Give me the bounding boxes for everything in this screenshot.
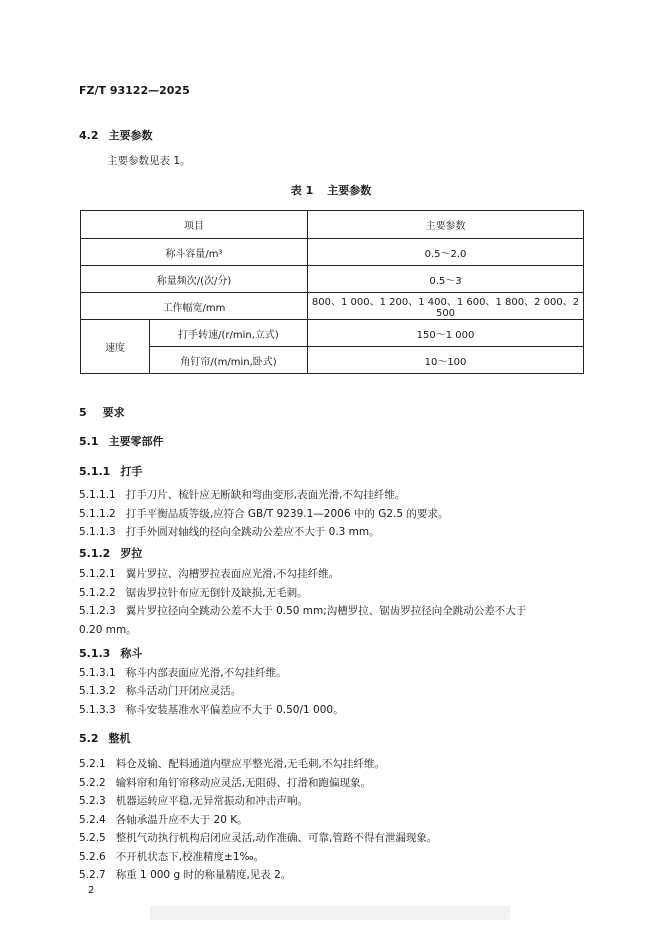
clause-5-1-1-1 bbox=[79, 487, 405, 502]
clause-text: 锯齿罗拉针布应无倒针及缺损,无毛刺。 bbox=[125, 587, 308, 599]
clause-5-1-3-2 bbox=[79, 683, 241, 698]
section-title: 要求 bbox=[102, 406, 125, 419]
table-number: 表 1 bbox=[290, 184, 314, 197]
clause-5-1-2-3-continued: 0.20 mm。 bbox=[79, 624, 137, 636]
clause-text: 称斗活动门开闭应灵活。 bbox=[125, 685, 242, 697]
clause-number: 5.1.2.3 bbox=[79, 605, 116, 617]
clause-text: 打手外圆对轴线的径向全跳动公差应不大于 0.3 mm。 bbox=[125, 526, 380, 538]
section-title: 整机 bbox=[108, 732, 131, 745]
section-number: 5.1.1 bbox=[79, 465, 111, 478]
clause-text: 机器运转应平稳,无异常振动和冲击声响。 bbox=[115, 795, 309, 807]
clause-5-2-7 bbox=[79, 867, 291, 882]
table-row bbox=[81, 347, 584, 374]
table-row bbox=[81, 293, 584, 320]
table-row bbox=[81, 320, 584, 347]
clause-text: 打手平衡品质等级,应符合 GB/T 9239.1—2006 中的 G2.5 的要求。 bbox=[125, 508, 449, 520]
clause-text: 输料帘和角钉帘移动应灵活,无阻碍、打滑和跑偏现象。 bbox=[115, 777, 372, 789]
table-cell-group: 速度 bbox=[81, 320, 150, 374]
table-cell-value: 0.5～3 bbox=[308, 266, 584, 293]
section-number: 5.1.3 bbox=[79, 647, 111, 660]
paragraph: 主要参数见表 1。 bbox=[107, 155, 191, 167]
table-row bbox=[81, 266, 584, 293]
section-heading-5-2 bbox=[79, 730, 131, 746]
clause-5-2-6 bbox=[79, 849, 264, 864]
clause-number: 5.1.1.1 bbox=[79, 489, 116, 501]
page-number: 2 bbox=[88, 885, 95, 896]
clause-text: 料仓及输、配料通道内壁应平整光滑,无毛刺,不勾挂纤维。 bbox=[115, 758, 385, 770]
clause-text: 不开机状态下,校准精度±1‰。 bbox=[115, 851, 265, 863]
table-cell-value: 0.5～2.0 bbox=[308, 239, 584, 266]
clause-text: 各轴承温升应不大于 20 K。 bbox=[115, 814, 248, 826]
table-header-cell: 项目 bbox=[81, 211, 308, 239]
section-heading-5-1-2 bbox=[79, 545, 142, 561]
parameters-table bbox=[80, 210, 584, 374]
document-id: FZ/T 93122—2025 bbox=[79, 84, 190, 97]
clause-number: 5.1.3.2 bbox=[79, 685, 116, 697]
clause-text: 翼片罗拉径向全跳动公差不大于 0.50 mm;沟槽罗拉、锯齿罗拉径向全跳动公差不大于 bbox=[125, 605, 527, 617]
section-heading-5-1-1 bbox=[79, 463, 142, 479]
clause-number: 5.2.5 bbox=[79, 832, 106, 844]
section-number: 5.1.2 bbox=[79, 547, 111, 560]
clause-5-2-1 bbox=[79, 756, 385, 771]
table-cell-item: 称斗容量/m³ bbox=[81, 239, 308, 266]
clause-number: 5.1.1.2 bbox=[79, 508, 116, 520]
clause-5-1-2-2 bbox=[79, 585, 308, 600]
clause-text: 整机气动执行机构启闭应灵活,动作准确、可靠,管路不得有泄漏现象。 bbox=[115, 832, 438, 844]
clause-text: 称重 1 000 g 时的称量精度,见表 2。 bbox=[115, 869, 292, 881]
clause-5-2-5 bbox=[79, 830, 437, 845]
table-cell-item: 角钉帘/(m/min,卧式) bbox=[150, 347, 308, 374]
section-heading-5 bbox=[79, 404, 125, 420]
footer-watermark-band bbox=[150, 906, 510, 920]
section-number: 5.1 bbox=[79, 435, 99, 448]
table-cell-item: 打手转速/(r/min,立式) bbox=[150, 320, 308, 347]
clause-5-1-3-3 bbox=[79, 702, 344, 717]
clause-number: 5.1.2.2 bbox=[79, 587, 116, 599]
clause-number: 5.2.7 bbox=[79, 869, 106, 881]
clause-number: 5.1.1.3 bbox=[79, 526, 116, 538]
clause-5-1-1-3 bbox=[79, 524, 380, 539]
section-title: 罗拉 bbox=[120, 547, 143, 560]
section-number: 4.2 bbox=[79, 129, 99, 142]
clause-number: 5.1.3.1 bbox=[79, 667, 116, 679]
section-heading-5-1 bbox=[79, 433, 164, 449]
clause-5-2-3 bbox=[79, 793, 308, 808]
table-header-cell: 主要参数 bbox=[308, 211, 584, 239]
table-cell-value: 150～1 000 bbox=[308, 320, 584, 347]
clause-number: 5.1.2.1 bbox=[79, 568, 116, 580]
clause-5-1-3-1 bbox=[79, 665, 287, 680]
section-heading-4-2 bbox=[79, 127, 153, 143]
table-title-text: 主要参数 bbox=[327, 184, 372, 197]
clause-5-1-2-1 bbox=[79, 566, 339, 581]
clause-number: 5.2.4 bbox=[79, 814, 106, 826]
section-title: 打手 bbox=[120, 465, 143, 478]
table-cell-value: 10～100 bbox=[308, 347, 584, 374]
clause-text: 翼片罗拉、沟槽罗拉表面应光滑,不勾挂纤维。 bbox=[125, 568, 340, 580]
clause-text: 打手刀片、梳针应无断缺和弯曲变形,表面光滑,不勾挂纤维。 bbox=[125, 489, 406, 501]
table-row bbox=[81, 239, 584, 266]
table-cell-item: 称量频次/(次/分) bbox=[81, 266, 308, 293]
clause-5-1-2-3 bbox=[79, 603, 526, 618]
clause-number: 5.2.2 bbox=[79, 777, 106, 789]
section-heading-5-1-3 bbox=[79, 645, 142, 661]
table-title bbox=[0, 182, 662, 198]
clause-5-1-1-2 bbox=[79, 506, 448, 521]
clause-5-2-2 bbox=[79, 775, 371, 790]
clause-text: 称斗安装基准水平偏差应不大于 0.50/1 000。 bbox=[125, 704, 344, 716]
clause-number: 5.2.3 bbox=[79, 795, 106, 807]
section-title: 称斗 bbox=[120, 647, 143, 660]
table-cell-item: 工作幅宽/mm bbox=[81, 293, 308, 320]
section-title: 主要零部件 bbox=[108, 435, 164, 448]
table-header-row bbox=[81, 211, 584, 239]
clause-text: 称斗内部表面应光滑,不勾挂纤维。 bbox=[125, 667, 287, 679]
section-number: 5 bbox=[79, 406, 87, 419]
clause-5-2-4 bbox=[79, 812, 248, 827]
section-number: 5.2 bbox=[79, 732, 99, 745]
section-title: 主要参数 bbox=[108, 129, 153, 142]
clause-number: 5.1.3.3 bbox=[79, 704, 116, 716]
table-cell-value: 800、1 000、1 200、1 400、1 600、1 800、2 000、2 500 bbox=[308, 293, 584, 320]
clause-number: 5.2.6 bbox=[79, 851, 106, 863]
clause-number: 5.2.1 bbox=[79, 758, 106, 770]
